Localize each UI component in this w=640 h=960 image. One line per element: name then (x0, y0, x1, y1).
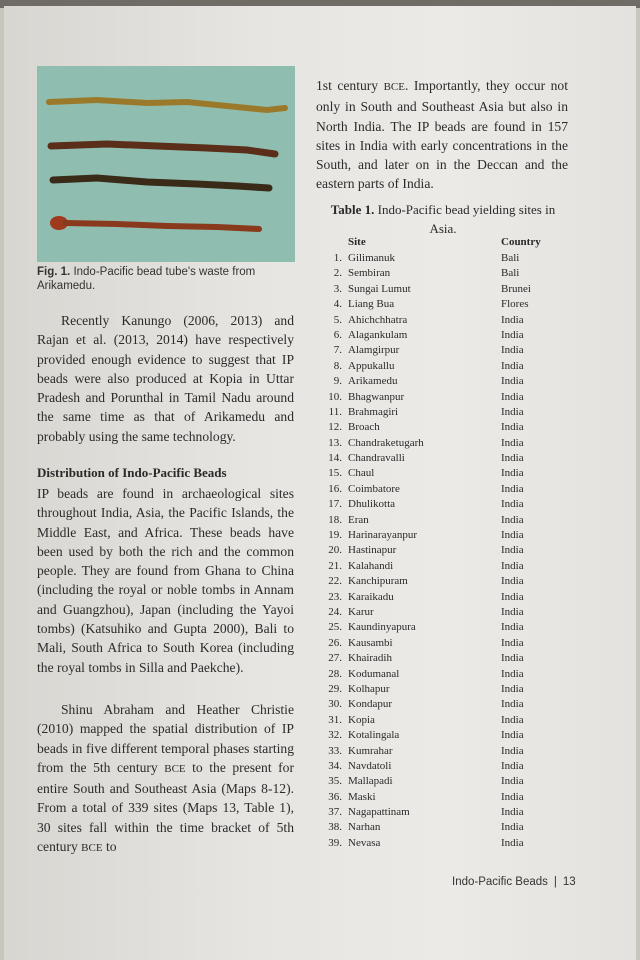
row-site: Kolhapur (348, 682, 390, 695)
row-country: India (501, 375, 524, 388)
table-row (320, 559, 570, 574)
table-row (320, 651, 570, 666)
row-site: Maski (348, 790, 376, 803)
row-country: India (501, 575, 524, 588)
row-country: India (501, 436, 524, 449)
figure-caption (37, 265, 299, 293)
row-number: 15. (328, 467, 342, 480)
row-site: Brahmagiri (348, 405, 399, 418)
row-site: Hastinapur (348, 544, 397, 557)
table-row (320, 790, 570, 805)
row-number: 14. (328, 452, 342, 465)
row-site: Bhagwanpur (348, 390, 405, 403)
table-row (320, 374, 570, 389)
row-site: Narhan (348, 821, 381, 834)
row-site: Coimbatore (348, 482, 400, 495)
era-abbrev: BCE (81, 842, 103, 855)
row-country: India (501, 344, 524, 357)
row-country: India (501, 359, 524, 372)
table-row (320, 436, 570, 451)
table-row (320, 713, 570, 728)
paragraph-kanungo: Recently Kanungo (2006, 2013) and Rajan et al. (2013, 2014) have respectively provided enough evidence to suggest that IP beads were also produced at Kopia in Uttar Pradesh and Porunthal in Tamil Nadu around the same time as that of Arikamedu and probably using the same technology. (37, 313, 294, 444)
row-site: Ahichchhatra (348, 313, 408, 326)
row-country: India (501, 667, 524, 680)
figure-caption-label: Fig. 1. (37, 266, 71, 278)
row-country: India (501, 313, 524, 326)
row-site: Kotalingala (348, 729, 400, 742)
table-row (320, 774, 570, 789)
row-country: Bali (501, 252, 520, 264)
row-site: Nagapattinam (348, 806, 410, 819)
row-number: 28. (328, 667, 342, 680)
table-row (320, 728, 570, 743)
row-site: Kodumanal (348, 667, 400, 680)
table-row (320, 390, 570, 405)
row-site: Mallapadi (348, 775, 393, 788)
paragraph-abraham-christie (37, 700, 294, 858)
table-row (320, 528, 570, 543)
row-country: India (501, 682, 524, 695)
row-country: India (501, 421, 524, 434)
row-country: India (501, 729, 524, 742)
table-row (320, 282, 570, 297)
table-row (320, 359, 570, 374)
table-row (320, 482, 570, 497)
row-number: 38. (328, 821, 342, 834)
table-row (320, 590, 570, 605)
row-country: India (501, 529, 524, 542)
row-site: Kausambi (348, 636, 393, 649)
row-number: 21. (328, 559, 342, 572)
table-title (318, 200, 568, 238)
row-country: India (501, 652, 524, 665)
row-site: Chaul (348, 467, 375, 480)
row-site: Arikamedu (348, 375, 398, 388)
row-number: 10. (328, 390, 342, 403)
row-country: India (501, 328, 524, 341)
table-row (320, 343, 570, 358)
table-row (320, 451, 570, 466)
paragraph-text: . Importantly, they occur not only in South and Southeast Asia but also in North India. The IP beads are found in 157 sites in India with early concentrations in the South, and later on in the Deccan and the eastern parts of India. (316, 78, 568, 192)
row-number: 18. (328, 513, 342, 526)
row-number: 4. (333, 298, 342, 311)
table-row (320, 466, 570, 481)
row-site: Harinarayanpur (348, 529, 418, 542)
row-country: India (501, 836, 524, 849)
row-number: 5. (333, 313, 342, 326)
row-country: India (501, 513, 524, 526)
row-country: India (501, 590, 524, 603)
row-number: 34. (328, 759, 342, 772)
table-row (320, 513, 570, 528)
row-number: 25. (328, 621, 342, 634)
row-country: India (501, 713, 524, 726)
table-header (320, 236, 570, 251)
row-number: 36. (328, 790, 342, 803)
row-number: 20. (328, 544, 342, 557)
row-number: 39. (328, 836, 342, 849)
row-number: 12. (328, 421, 342, 434)
table-row (320, 251, 570, 266)
row-number: 29. (328, 682, 342, 695)
row-number: 1. (333, 252, 342, 264)
sites-table (320, 236, 570, 851)
row-site: Eran (348, 513, 369, 526)
row-site: Navdatoli (348, 759, 392, 772)
row-number: 24. (328, 605, 342, 618)
figure-photo (37, 66, 295, 262)
footer-separator: | (553, 876, 557, 888)
row-number: 16. (328, 482, 342, 495)
row-number: 31. (328, 713, 342, 726)
row-site: Chandravalli (348, 452, 405, 465)
figure-caption-text: Indo-Pacific bead tube's waste from Arikamedu. (37, 266, 256, 292)
row-site: Sembiran (348, 267, 391, 280)
row-number: 26. (328, 636, 342, 649)
row-site: Karaikadu (348, 590, 394, 603)
row-number: 8. (333, 359, 342, 372)
paragraph-continuation (316, 76, 568, 194)
row-site: Alamgirpur (348, 344, 400, 357)
table-title-text: Indo-Pacific bead yielding sites in Asia. (377, 202, 556, 236)
row-country: Flores (501, 298, 529, 311)
table-row (320, 820, 570, 835)
column-header-country: Country (501, 236, 541, 248)
table-row (320, 297, 570, 312)
row-country: India (501, 452, 524, 465)
row-country: India (501, 744, 524, 757)
row-site: Kaundinyapura (348, 621, 416, 634)
row-country: India (501, 775, 524, 788)
row-number: 9. (333, 375, 342, 388)
row-country: India (501, 405, 524, 418)
row-number: 37. (328, 806, 342, 819)
table-row (320, 328, 570, 343)
row-site: Gilimanuk (348, 252, 396, 264)
era-abbrev: BCE (383, 81, 405, 93)
table-row (320, 266, 570, 281)
row-site: Kalahandi (348, 559, 394, 572)
table-row (320, 697, 570, 712)
paragraph-text: Shinu Abraham and Heather Christie (2010) mapped the spatial distribution of IP beads in five different temporal phases starting from the 5th century (37, 702, 294, 775)
page-number: 13 (562, 876, 576, 888)
table-row (320, 405, 570, 420)
row-number: 27. (328, 652, 342, 665)
row-country: India (501, 482, 524, 495)
row-site: Kopia (348, 713, 375, 726)
row-number: 35. (328, 775, 342, 788)
paragraph-text: to the present for entire South and Southeast Asia (Maps 8-12). From a total of 339 sites (Maps 13, Table 1), 30 sites fall within the time bracket of 5th century (37, 759, 294, 855)
table-row (320, 805, 570, 820)
row-country: Brunei (501, 282, 531, 295)
row-site: Karur (348, 605, 374, 618)
table-row (320, 836, 570, 851)
row-site: Alagankulam (348, 328, 408, 341)
row-site: Sungai Lumut (348, 282, 411, 295)
table-row (320, 313, 570, 328)
row-country: India (501, 559, 524, 572)
row-number: 3. (333, 282, 342, 295)
row-site: Broach (348, 421, 380, 434)
table-row (320, 497, 570, 512)
row-country: India (501, 636, 524, 649)
row-site: Kanchipuram (348, 575, 408, 588)
row-number: 22. (328, 575, 342, 588)
table-row (320, 543, 570, 558)
row-number: 7. (333, 344, 342, 357)
row-country: India (501, 698, 524, 711)
row-country: India (501, 467, 524, 480)
row-site: Kumrahar (348, 744, 393, 757)
table-row (320, 605, 570, 620)
table-row (320, 636, 570, 651)
table-row (320, 574, 570, 589)
table-label: Table 1. (330, 202, 375, 217)
table-row (320, 759, 570, 774)
row-site: Liang Bua (348, 298, 395, 311)
row-number: 33. (328, 744, 342, 757)
bead-tube-waste-image (37, 66, 295, 262)
row-number: 23. (328, 590, 342, 603)
row-number: 17. (328, 498, 342, 511)
row-number: 32. (328, 729, 342, 742)
row-country: India (501, 544, 524, 557)
row-site: Nevasa (348, 836, 381, 849)
row-country: India (501, 806, 524, 819)
column-header-site: Site (348, 236, 366, 248)
row-country: India (501, 821, 524, 834)
table-row (320, 667, 570, 682)
row-site: Appukallu (348, 359, 395, 372)
row-country: Bali (501, 267, 520, 280)
table-body (320, 251, 570, 851)
paragraph-text: 1st century (316, 78, 384, 93)
era-abbrev: BCE (164, 762, 186, 775)
row-number: 13. (328, 436, 342, 449)
table-row (320, 682, 570, 697)
row-country: India (501, 605, 524, 618)
row-country: India (501, 498, 524, 511)
row-number: 19. (328, 529, 342, 542)
row-country: India (501, 759, 524, 772)
row-site: Kondapur (348, 698, 392, 711)
row-number: 11. (328, 405, 342, 418)
row-number: 2. (333, 267, 342, 280)
row-site: Khairadih (348, 652, 392, 665)
row-country: India (501, 790, 524, 803)
paragraph-text: to (102, 839, 117, 855)
running-title: Indo-Pacific Beads (452, 876, 548, 888)
row-number: 30. (328, 698, 342, 711)
row-site: Dhulikotta (348, 498, 396, 511)
row-country: India (501, 390, 524, 403)
table-row (320, 620, 570, 635)
table-row (320, 420, 570, 435)
table-row (320, 744, 570, 759)
row-country: India (501, 621, 524, 634)
section-heading: Distribution of Indo-Pacific Beads (37, 465, 227, 480)
paragraph-distribution: IP beads are found in archaeological sites throughout India, Asia, the Pacific Islands, the Middle East, and Africa. These beads have been used by both the rich and the common people. They are found from Ghana to China (including the royal or noble tombs in Annam and Guangzhou), Japan (including the Yayoi tombs) (Katsuhiko and Gupta 2000), Bali to Mali, South Africa to South Korea (including the royal tombs in Silla and Paekche). (37, 486, 294, 675)
row-number: 6. (333, 328, 342, 341)
page-footer (452, 876, 576, 888)
row-site: Chandraketugarh (348, 436, 424, 449)
